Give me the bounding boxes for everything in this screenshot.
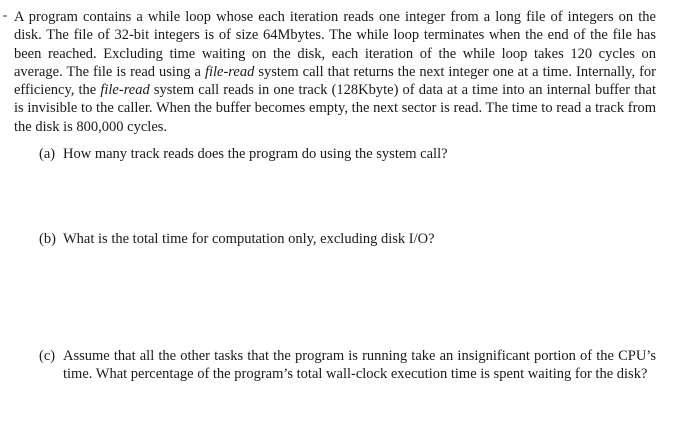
problem-text-part-3: system call reads in one track (128Kbyte) of data at a time into an internal buffer that is invisible to the caller. When the buffer becomes empty, the next sector is read. The time to read a track from the disk is 800,000 cycles. [14, 82, 656, 135]
question-a-label: (a) [39, 146, 56, 162]
question-b-text: What is the total time for computation only, excluding disk I/O? [63, 231, 435, 247]
question-b [39, 230, 639, 248]
question-c-label: (c) [39, 348, 56, 364]
problem-statement [14, 8, 656, 136]
question-a-text: How many track reads does the program do using the system call? [63, 146, 448, 162]
question-b-label: (b) [39, 231, 56, 247]
file-read-term: file-read [204, 63, 255, 80]
problem-text-part-1: A program contains a while loop whose each iteration reads one integer from a long file of integers on the disk. The file of 32-bit integers is of size 64Mbytes. The while loop terminates when the end of the file has been reached. Excluding time waiting on the disk, each iteration of the while loop takes 120 cycles on average. The file is read using a [14, 9, 656, 80]
question-c [39, 347, 656, 384]
margin-mark [3, 15, 7, 17]
question-c-text: Assume that all the other tasks that the program is running take an insignificant portion of the CPU’s time. What percentage of the program’s total wall-clock execution time is spent waiting for the disk? [63, 348, 656, 383]
question-a [39, 145, 639, 163]
problem-text-part-2: system call that returns the next integer one at a time. Internally, for efficiency, the [14, 63, 656, 99]
file-read-term: file-read [100, 82, 150, 99]
